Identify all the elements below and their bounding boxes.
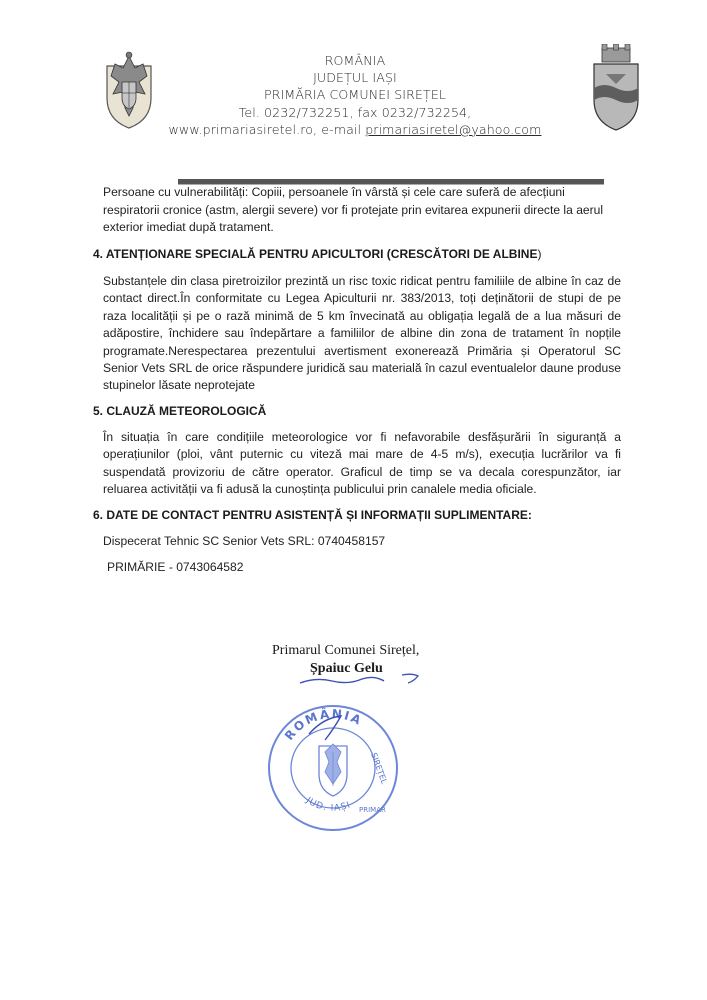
header-web-email (150, 121, 560, 138)
romania-coat-of-arms-logo (101, 48, 157, 130)
section-4-paragraph-text: Substanțele din clasa piretroizilor prezintă un risc toxic ridicat pentru familiile de albine în caz de contact direct.În conformitate cu Legea Apiculturii nr. 383/2013, toți deținătorii de stupi de pe raza localității și pe o rază minimă de 5 km învecinată au obligația legală de a lua măsuri de adăpostire, închidere sau îndepărtare a familiilor de albine din zona de tratament în nopțile programate.Nerespectarea prezentului avertisment exonerează Primăria și Operatorul SC Senior Vets SRL de orice răspundere juridică sau materială în cazul eventualelor daune produse stupinelor lăsate neprotejate (103, 274, 621, 393)
section-4-heading-text: 4. ATENȚIONARE SPECIALĂ PENTRU APICULTORI (CRESCĂTORI DE ALBINE (93, 247, 538, 261)
contact-dispatch: Dispecerat Tehnic SC Senior Vets SRL: 0740458157 (103, 534, 386, 548)
svg-text:ROMÂNIA (282, 706, 365, 743)
section-5-heading: 5. CLAUZĂ METEOROLOGICĂ (93, 404, 267, 418)
stamp-small-text: PRIMAR (359, 806, 386, 814)
section-5-paragraph (103, 429, 621, 499)
stamp-bottom-text: JUD. IAȘI (303, 795, 353, 814)
stamp-top-text: ROMÂNIA (281, 706, 365, 743)
header-county: JUDEȚUL IAȘI (313, 70, 397, 86)
intro-line-1: Persoane cu vulnerabilități: Copiii, persoanele în vârstă și cele care suferă de afecțiuni (103, 185, 565, 199)
official-stamp-seal (263, 700, 403, 835)
intro-line-2: respiratorii cronice (astm, alergii severe) vor fi protejate prin evitarea expunerii directe la aerul (103, 203, 604, 217)
header-institution: PRIMĂRIA COMUNEI SIREȚEL (264, 87, 446, 103)
document-header (150, 52, 560, 138)
header-country: ROMÂNIA (324, 53, 386, 68)
intro-line-3: exterior imediat după tratament. (103, 220, 274, 234)
header-email-link[interactable]: primariasiretel@yahoo.com (365, 121, 542, 137)
contact-city-hall: PRIMĂRIE - 0743064582 (107, 560, 244, 574)
section-6-heading: 6. DATE DE CONTACT PENTRU ASISTENȚĂ ȘI INFORMAȚII SUPLIMENTARE: (93, 508, 532, 522)
commune-coat-of-arms-logo (592, 44, 640, 132)
section-4-heading (93, 247, 541, 261)
section-4-heading-tail: ) (537, 247, 542, 261)
handwritten-signature (296, 663, 426, 693)
stamp-right-text: SIREȚEL (369, 751, 389, 786)
svg-text:JUD. IAȘI (303, 795, 352, 813)
section-5-paragraph-text: În situația în care condițiile meteorologice vor fi nefavorabile desfășurării în siguranță a operațiunilor (ploi, vânt puternic cu viteză mai mare de 4-5 m/s), execuția lucrărilor va fi suspendată provizoriu de către operator. Graficul de timp se va decala corespunzător, iar reluarea activității va fi adusă la cunoștința publicului prin canalele media oficiale. (103, 430, 621, 497)
stamp-coat-of-arms-icon (319, 744, 347, 796)
signature-name: Șpaiuc Gelu (310, 661, 383, 676)
header-website: www.primariasiretel.ro, e-mail (168, 121, 366, 137)
section-4-paragraph (103, 273, 621, 395)
signature-title: Primarul Comunei Sirețel, (272, 643, 420, 658)
header-phone-fax: Tel. 0232/732251, fax 0232/732254, (238, 104, 472, 120)
